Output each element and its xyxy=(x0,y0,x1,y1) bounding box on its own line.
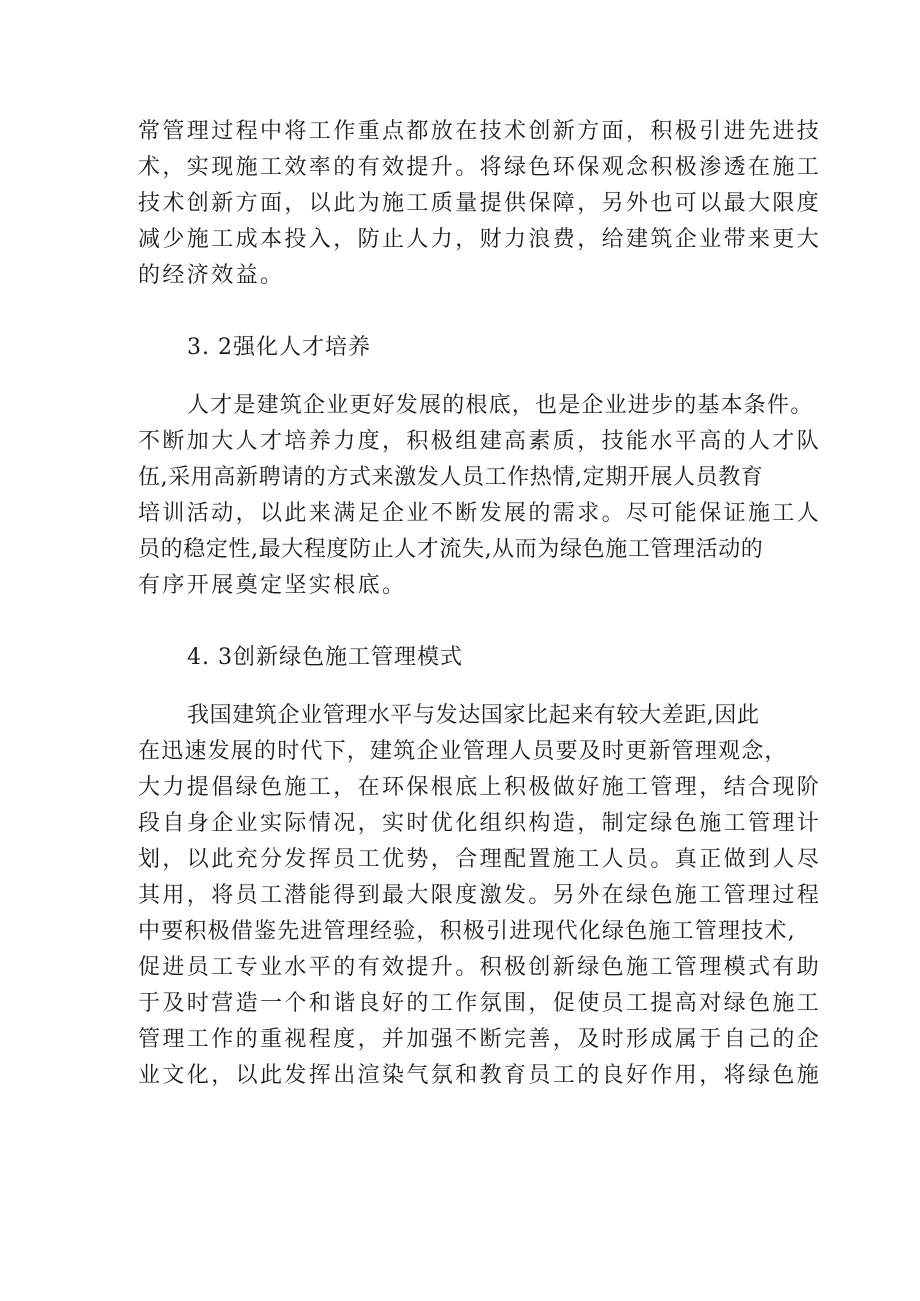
text-line: 划，以此充分发挥员工优势，合理配置施工人员。真正做到人尽 xyxy=(138,847,822,872)
text-line: 于及时营造一个和谐良好的工作氛围，促使员工提高对绿色施工 xyxy=(138,991,822,1016)
section-heading-3-2: 3. 2强化人才培养 xyxy=(187,335,371,360)
text-line: 减少施工成本投入，防止人力，财力浪费，给建筑企业带来更大 xyxy=(138,227,822,252)
text-line: 技术创新方面，以此为施工质量提供保障，另外也可以最大限度 xyxy=(138,191,822,216)
text-line: 有序开展奠定坚实根底。 xyxy=(138,573,407,598)
text-line: 我国建筑企业管理水平与发达国家比起来有较大差距,因此 xyxy=(187,703,760,728)
text-line: 人才是建筑企业更好发展的根底，也是企业进步的基本条件。 xyxy=(187,393,814,418)
text-line: 培训活动，以此来满足企业不断发展的需求。尽可能保证施工人 xyxy=(138,501,822,526)
text-line: 其用，将员工潜能得到最大限度激发。另外在绿色施工管理过程 xyxy=(138,883,822,908)
section-heading-4-3: 4. 3创新绿色施工管理模式 xyxy=(187,645,463,670)
text-line: 伍,采用高新聘请的方式来激发人员工作热情,定期开展人员教育 xyxy=(138,465,764,490)
text-line: 不断加大人才培养力度，积极组建高素质，技能水平高的人才队 xyxy=(138,429,822,454)
text-line: 管理工作的重视程度，并加强不断完善，及时形成属于自己的企 xyxy=(138,1027,822,1052)
text-line: 中要积极借鉴先进管理经验，积极引进现代化绿色施工管理技术, xyxy=(138,919,796,944)
text-line: 常管理过程中将工作重点都放在技术创新方面，积极引进先进技 xyxy=(138,119,822,144)
text-line: 在迅速发展的时代下，建筑企业管理人员要及时更新管理观念， xyxy=(138,739,788,764)
text-line: 员的稳定性,最大程度防止人才流失,从而为绿色施工管理活动的 xyxy=(138,537,764,562)
text-line: 大力提倡绿色施工，在环保根底上积极做好施工管理，结合现阶 xyxy=(138,775,822,800)
text-line: 术，实现施工效率的有效提升。将绿色环保观念积极渗透在施工 xyxy=(138,155,822,180)
text-line: 促进员工专业水平的有效提升。积极创新绿色施工管理模式有助 xyxy=(138,955,822,980)
text-line: 的经济效益。 xyxy=(138,263,285,288)
text-line: 段自身企业实际情况，实时优化组织构造，制定绿色施工管理计 xyxy=(138,811,822,836)
text-line: 业文化，以此发挥出渲染气氛和教育员工的良好作用，将绿色施 xyxy=(138,1063,822,1088)
